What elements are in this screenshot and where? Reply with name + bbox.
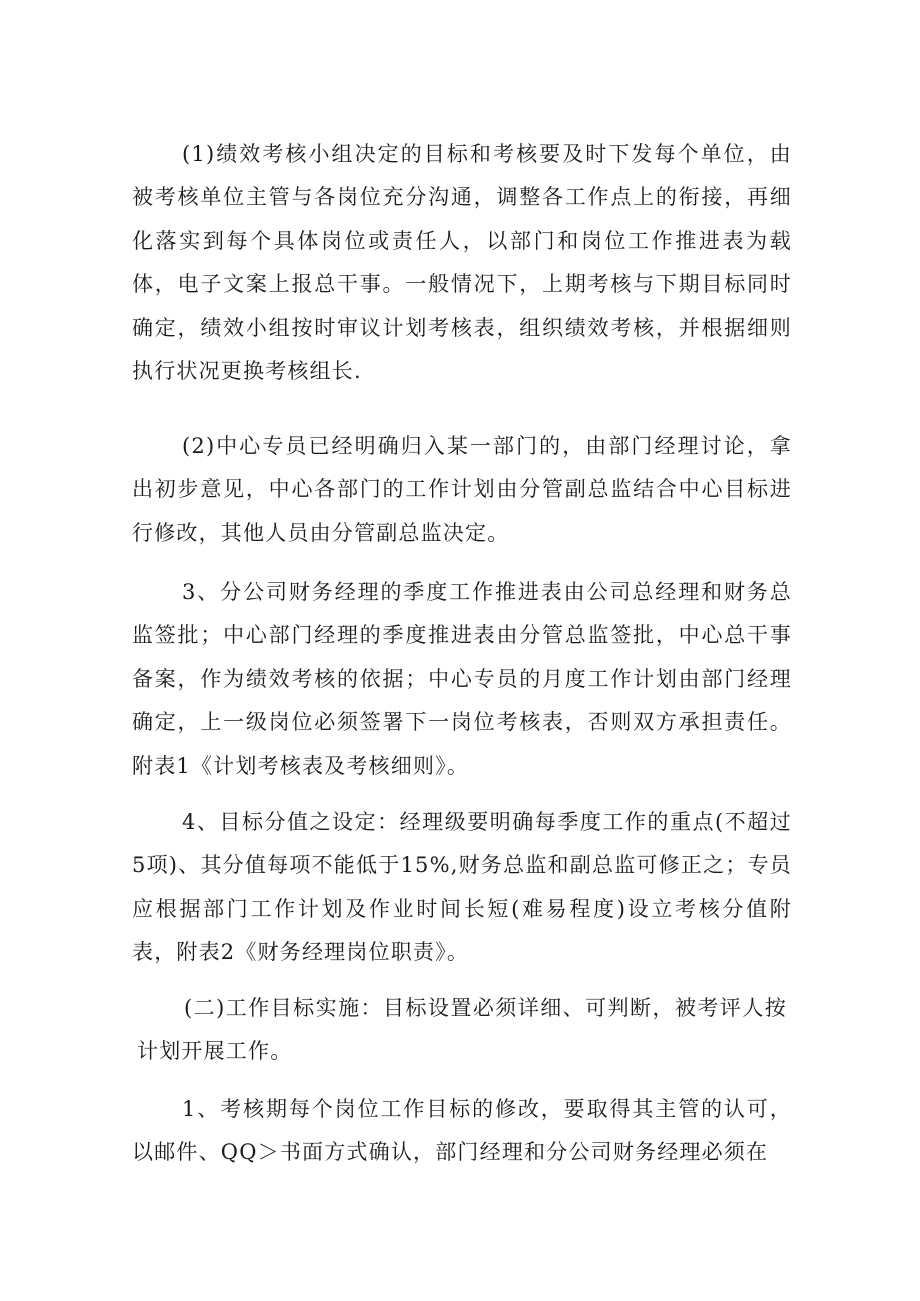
paragraph-1: (1)绩效考核小组决定的目标和考核要及时下发每个单位，由被考核单位主管与各岗位充分沟通，调整各工作点上的衔接，再细化落实到每个具体岗位或责任人，以部门和岗位工作推进表为载体，电子文案上报总干事。一般情况下，上期考核与下期目标同时确定，绩效小组按时审议计划考核表，组织绩效考核，并根据细则执行状况更换考核组长. bbox=[132, 142, 792, 384]
paragraph-3: 3、分公司财务经理的季度工作推进表由公司总经理和财务总监签批；中心部门经理的季度推进表由分管总监签批，中心总干事备案，作为绩效考核的依据；中心专员的月度工作计划由部门经理确定，上一级岗位必须签署下一岗位考核表，否则双方承担责任。附表1《计划考核表及考核细则》。 bbox=[132, 580, 792, 778]
paragraph-6: 1、考核期每个岗位工作目标的修改，要取得其主管的认可，以邮件、QQ＞书面方式确认，部门经理和分公司财务经理必须在 bbox=[132, 1097, 792, 1165]
section-heading-paragraph: (二)工作目标实施：目标设置必须详细、可判断，被考评人按计划开展工作。 bbox=[137, 996, 787, 1064]
paragraph-4: 4、目标分值之设定：经理级要明确每季度工作的重点(不超过5项)、其分值每项不能低于15%,财务总监和副总监可修正之；专员应根据部门工作计划及作业时间长短(难易程度)设立考核分值附表，附表2《财务经理岗位职责》。 bbox=[132, 810, 792, 965]
paragraph-2: (2)中心专员已经明确归入某一部门的，由部门经理讨论，拿出初步意见，中心各部门的工作计划由分管副总监结合中心目标进行修改，其他人员由分管副总监决定。 bbox=[132, 434, 792, 545]
